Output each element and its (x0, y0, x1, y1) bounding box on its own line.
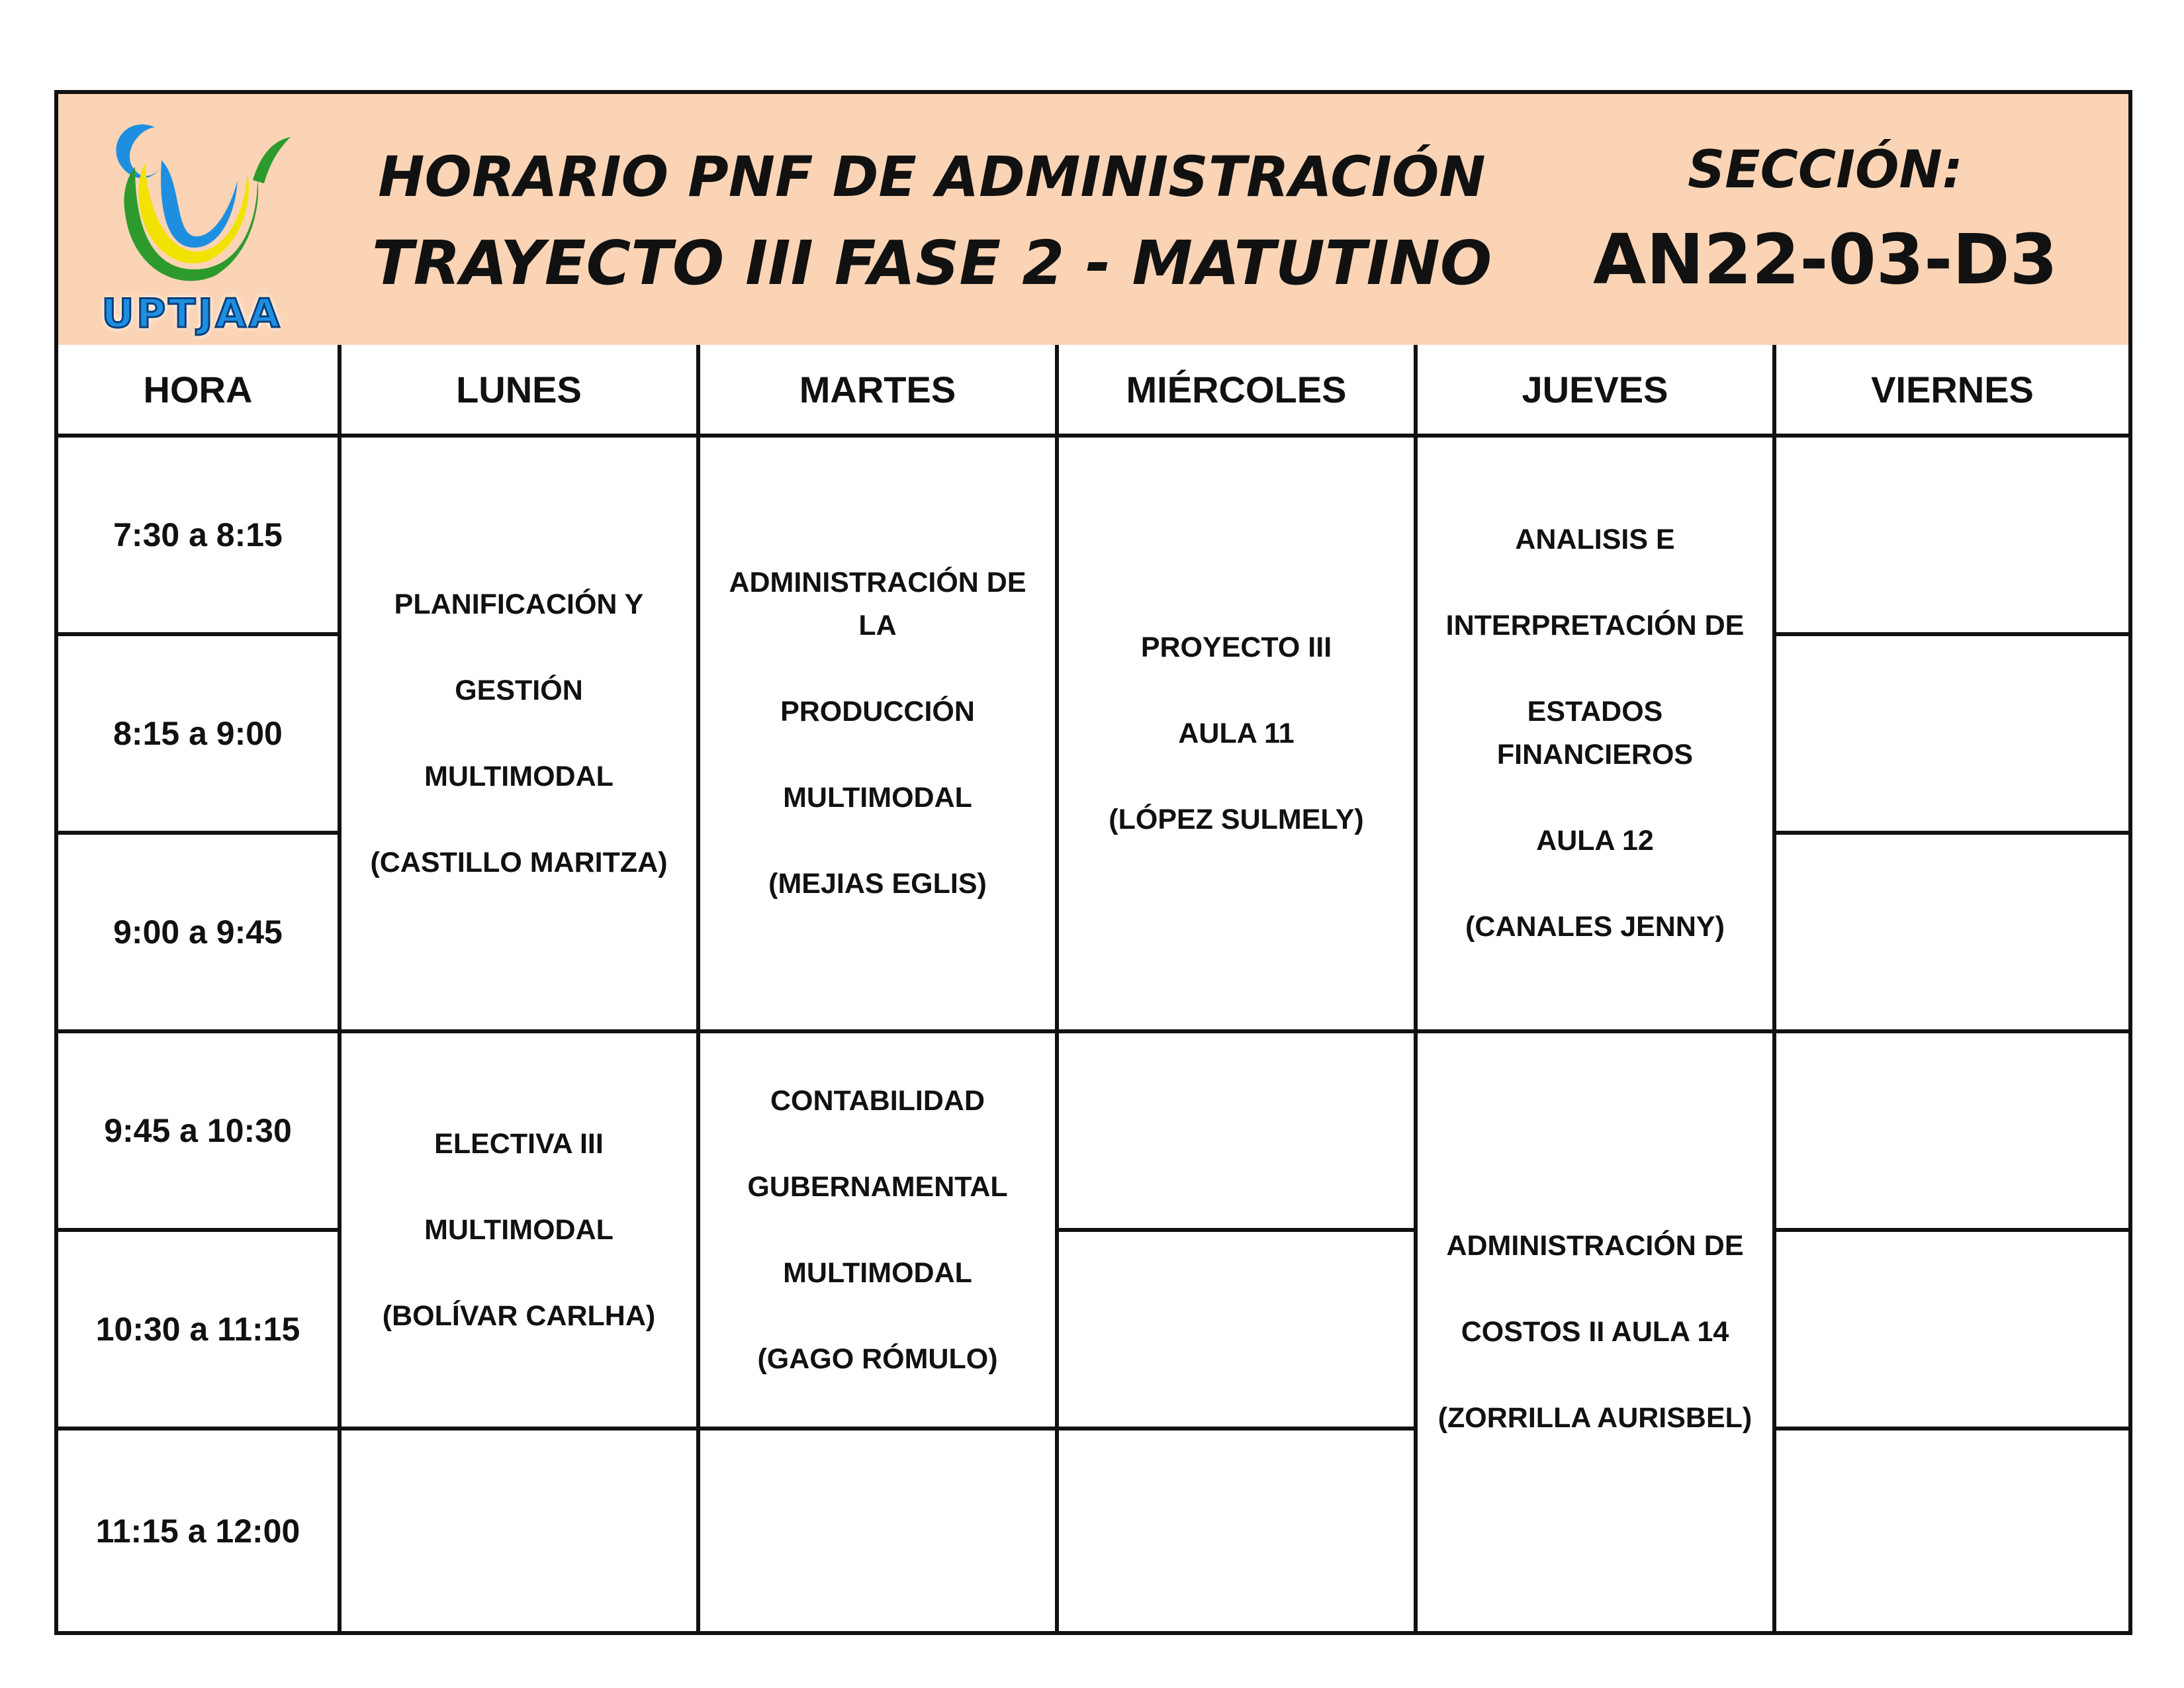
time-slot: 7:30 a 8:15 (58, 438, 341, 636)
column-header-lunes: LUNES (341, 345, 700, 438)
empty-slot (1059, 1232, 1418, 1430)
empty-slot (1059, 1430, 1418, 1631)
u-shape-icon (95, 101, 294, 299)
class-line: ANALISIS E (1515, 524, 1675, 555)
column-header-hora: HORA (58, 345, 341, 438)
time-slot: 9:45 a 10:30 (58, 1033, 341, 1232)
class-line: (CASTILLO MARITZA) (370, 846, 668, 878)
empty-slot (341, 1430, 700, 1631)
empty-slot (1059, 1033, 1418, 1232)
time-slot: 10:30 a 11:15 (58, 1232, 341, 1430)
class-line: (ZORRILLA AURISBEL) (1437, 1402, 1752, 1434)
class-lunes-planificacion (341, 438, 700, 1033)
schedule-table (58, 345, 2128, 1631)
class-line: PROYECTO III (1140, 631, 1332, 663)
class-martes-contabilidad (700, 1033, 1059, 1430)
time-slot: 11:15 a 12:00 (58, 1430, 341, 1631)
class-line: GESTIÓN (455, 674, 583, 706)
section-block (1554, 127, 2097, 306)
class-line: GUBERNAMENTAL (747, 1170, 1008, 1203)
time-slot: 8:15 a 9:00 (58, 636, 341, 835)
schedule-title (369, 134, 1494, 307)
class-line: CONTABILIDAD (770, 1084, 985, 1117)
empty-slot (1776, 1232, 2128, 1430)
empty-slot (1776, 1033, 2128, 1232)
class-martes-produccion (700, 438, 1059, 1033)
empty-slot (1776, 835, 2128, 1033)
class-line: (CANALES JENNY) (1465, 911, 1725, 943)
empty-slot (1776, 636, 2128, 835)
title-line-1: HORARIO PNF DE ADMINISTRACIÓN (378, 144, 1486, 209)
class-line: (GAGO RÓMULO) (757, 1342, 998, 1375)
class-line: (BOLÍVAR CARLHA) (382, 1299, 656, 1332)
column-header-miercoles: MIÉRCOLES (1059, 345, 1418, 438)
uptjaa-logo (95, 101, 340, 342)
column-header-jueves: JUEVES (1418, 345, 1776, 438)
column-header-viernes: VIERNES (1776, 345, 2128, 438)
class-line: ADMINISTRACIÓN DE (1446, 1230, 1744, 1262)
class-jueves-costos (1418, 1033, 1776, 1631)
class-line: ADMINISTRACIÓN DE LA (729, 567, 1026, 641)
schedule-sheet (54, 90, 2132, 1635)
logo-wordmark: UPTJAA (101, 291, 283, 337)
class-line: MULTIMODAL (783, 1256, 972, 1289)
class-line: AULA 11 (1178, 717, 1295, 749)
section-code: AN22-03-D3 (1593, 219, 2058, 300)
empty-slot (1776, 438, 2128, 636)
class-line: MULTIMODAL (783, 782, 972, 814)
class-line: MULTIMODAL (424, 760, 614, 792)
class-line: (LÓPEZ SULMELY) (1109, 803, 1364, 835)
schedule-header (58, 94, 2128, 349)
class-line: ESTADOS FINANCIEROS (1496, 696, 1694, 771)
class-line: MULTIMODAL (424, 1213, 614, 1246)
class-miercoles-proyecto (1059, 438, 1418, 1033)
empty-slot (700, 1430, 1059, 1631)
class-line: (MEJIAS EGLIS) (768, 868, 987, 900)
time-slot: 9:00 a 9:45 (58, 835, 341, 1033)
class-line: PRODUCCIÓN (780, 696, 975, 727)
class-line: PLANIFICACIÓN Y (394, 588, 644, 620)
class-line: COSTOS II AULA 14 (1461, 1316, 1729, 1348)
class-jueves-estados-financieros (1418, 438, 1776, 1033)
title-line-2: TRAYECTO III FASE 2 - MATUTINO (371, 228, 1492, 299)
section-label: SECCIÓN: (1688, 140, 1963, 200)
class-line: INTERPRETACIÓN DE (1445, 610, 1745, 641)
class-line: ELECTIVA III (434, 1127, 604, 1160)
class-lunes-electiva (341, 1033, 700, 1430)
column-header-martes: MARTES (700, 345, 1059, 438)
class-line: AULA 12 (1536, 825, 1654, 857)
empty-slot (1776, 1430, 2128, 1631)
